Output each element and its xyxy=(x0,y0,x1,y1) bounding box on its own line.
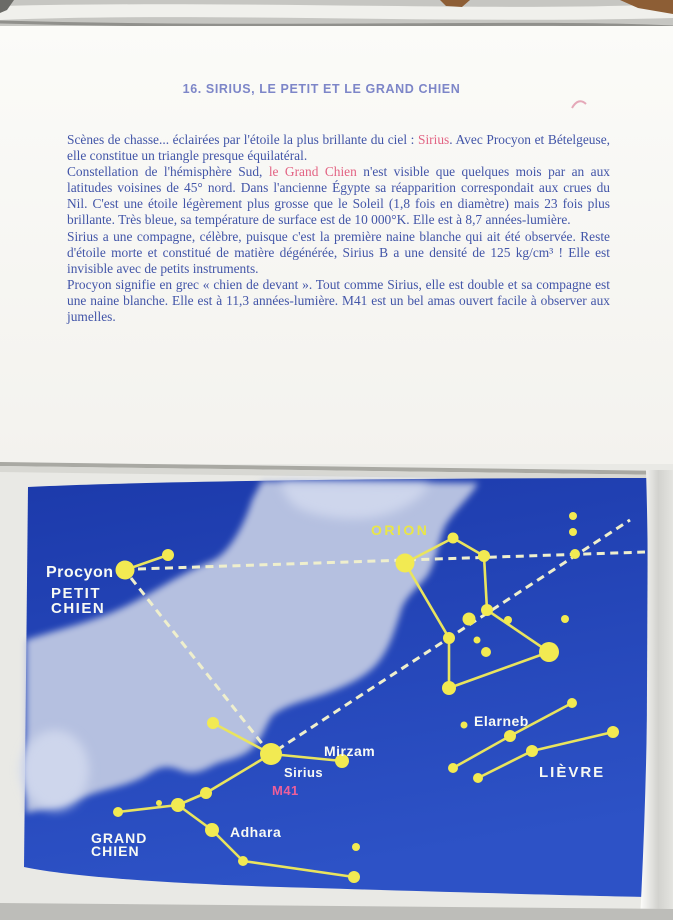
star-lievre-small xyxy=(461,722,468,729)
chapter-title: 16. SIRIUS, LE PETIT ET LE GRAND CHIEN xyxy=(182,82,461,96)
highlighted-term: le Grand Chien xyxy=(268,164,357,180)
milky-way-bright-patch-2 xyxy=(21,730,89,810)
star-orion-sword-3 xyxy=(481,647,491,657)
label-m41: M41 xyxy=(272,783,299,798)
label-adhara: Adhara xyxy=(230,824,282,840)
star-grand-chien-4 xyxy=(238,856,248,866)
star-orion-belt xyxy=(481,604,493,616)
star-grand-chien-2 xyxy=(171,798,185,812)
star-rigel xyxy=(539,642,559,662)
label-petit-chien-1: PETIT xyxy=(51,585,102,602)
star-adhara xyxy=(205,823,219,837)
star-grand-chien-5 xyxy=(348,871,360,883)
label-grand-chien-2: CHIEN xyxy=(91,843,140,859)
star-orion-pair-2 xyxy=(569,528,577,536)
star-lievre-b1 xyxy=(473,773,483,783)
text-run: Sirius a une compagne, célèbre, puisque c'est la première naine blanche qui ait été observée. Reste d'étoile morte et constitué de matière dégénérée, Sirius B a une densité de 125 kg/cm³ ! Elle est invisible avec de petits instruments. xyxy=(67,228,610,276)
text-run: . Avec Procyon et Bételgeuse, elle constitue un triangle presque équilatéral. xyxy=(67,132,610,164)
paragraph xyxy=(67,132,610,164)
star-lievre-b2 xyxy=(526,745,538,757)
text-run: Procyon signifie en grec « chien de devant ». Tout comme Sirius, elle est double et sa compagne est une naine blanche. Elle est à 11,3 années-lumière. M41 est un bel amas ouvert facile à observer aux jumelles. xyxy=(67,276,610,325)
star-lievre-a3 xyxy=(567,698,577,708)
label-elarneb: Elarneb xyxy=(474,713,529,729)
star-grand-chien-theta xyxy=(207,717,219,729)
label-petit-chien-2: CHIEN xyxy=(51,600,106,617)
star-saiph xyxy=(442,681,456,695)
star-betelgeuse xyxy=(396,554,415,573)
star-arneb xyxy=(504,730,516,742)
star-bellatrix xyxy=(478,550,490,562)
paragraph xyxy=(67,229,610,277)
star-orion-left xyxy=(443,632,455,644)
label-grand-chien-1: GRAND xyxy=(91,830,148,846)
star-lievre-b3 xyxy=(607,726,619,738)
label-mirzam: Mirzam xyxy=(324,743,376,759)
star-orion-head xyxy=(448,533,459,544)
paragraph xyxy=(67,164,610,228)
star-orion-right-small xyxy=(561,615,569,623)
star-orion-pair-1 xyxy=(569,512,577,520)
star-orion-sword-1 xyxy=(463,613,476,626)
label-sirius: Sirius xyxy=(284,765,324,780)
star-sirius xyxy=(260,743,282,765)
text-run: Constellation de l'hémisphère Sud, xyxy=(67,164,269,180)
star-petit-chien-beta xyxy=(162,549,174,561)
label-orion: ORION xyxy=(371,522,430,538)
star-crossing-star xyxy=(570,549,580,559)
text-run: n'est visible que quelques mois par an aux latitudes voisines de 45° nord. Dans l'ancienne Égypte sa réapparition correspondait aux crues du Nil. C'est une étoile légèrement plus grosse que le Soleil (1,8 fois en diamètre) mais 23 fois plus brillante. Très bleue, sa température de surface est de 10 000°K. Elle est à 8,7 années-lumière. xyxy=(67,164,610,228)
text-run: Scènes de chasse... éclairées par l'étoile la plus brillante du ciel : xyxy=(67,132,419,147)
star-grand-chien-1 xyxy=(200,787,212,799)
star-grand-chien-3 xyxy=(113,807,123,817)
star-grand-chien-2s xyxy=(156,800,162,806)
star-orion-belt-small xyxy=(504,616,512,624)
star-procyon xyxy=(116,561,135,580)
highlighted-term: Sirius xyxy=(418,132,450,147)
star-orion-sword-2 xyxy=(474,637,481,644)
body-text xyxy=(67,132,610,325)
star-lievre-a1 xyxy=(448,763,458,773)
star-grand-chien-iso xyxy=(352,843,360,851)
paragraph xyxy=(67,277,610,325)
label-procyon: Procyon xyxy=(46,564,114,581)
label-lievre: LIÈVRE xyxy=(539,764,606,781)
